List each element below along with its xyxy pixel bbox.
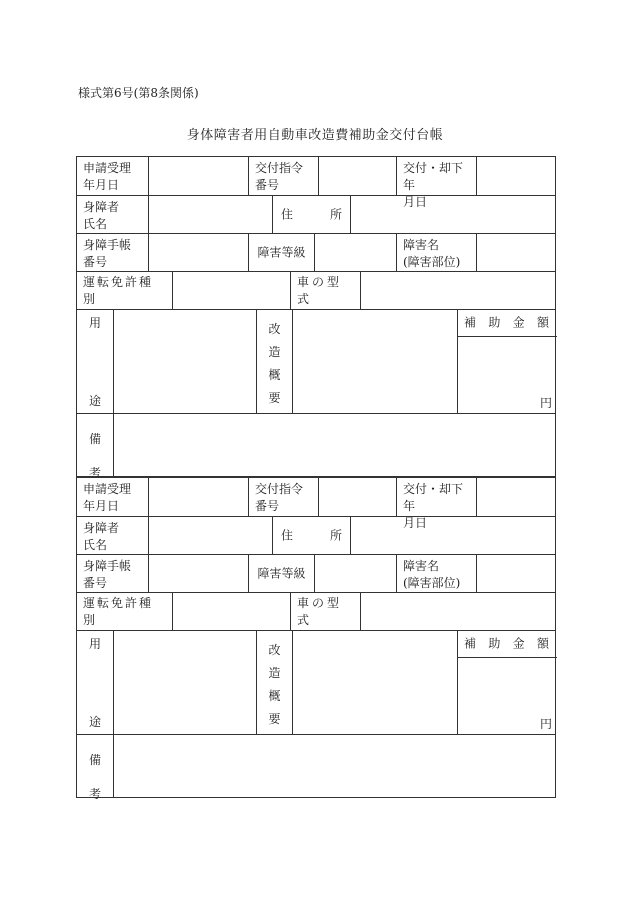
remarks-field[interactable] <box>113 414 557 476</box>
char: 害 <box>415 559 428 573</box>
label-disability-name <box>396 234 476 271</box>
name-field[interactable] <box>148 517 272 554</box>
label-purpose <box>77 631 113 734</box>
label-subsidy-amount <box>458 631 557 658</box>
grant-number-field[interactable] <box>318 157 396 195</box>
application-date-label-1: 申請受理 <box>83 482 132 496</box>
remarks-field[interactable] <box>113 735 557 797</box>
grant-number-label-1: 交付指令 <box>255 161 304 175</box>
char: 障 <box>403 238 416 252</box>
char: 補 <box>464 315 477 330</box>
char: 障 <box>95 521 108 535</box>
purpose-field[interactable] <box>113 310 256 413</box>
char: 備 <box>88 753 101 767</box>
char: 助 <box>488 636 501 651</box>
row-name-address <box>76 195 556 233</box>
char: 名 <box>95 538 108 552</box>
purpose-char-2: 途 <box>88 394 101 408</box>
application-date-field[interactable] <box>148 478 248 516</box>
label-address <box>272 196 350 233</box>
day-label: 日 <box>415 516 428 530</box>
disability-name-field[interactable] <box>476 234 557 271</box>
ban-label: 番 <box>255 499 268 513</box>
char: 者 <box>107 200 120 214</box>
label-purpose <box>77 310 113 413</box>
row-remarks <box>76 413 556 480</box>
page-title: 身体障害者用自動車改造費補助金交付台帳 <box>186 128 444 143</box>
car-model-label: 車の型式 <box>297 595 343 627</box>
char: 名 <box>95 217 108 231</box>
subsidy-amount-cell[interactable] <box>457 310 557 413</box>
char: 者 <box>107 521 120 535</box>
disability-grade-field[interactable] <box>314 555 396 592</box>
char: 身 <box>83 200 96 214</box>
label-disability-name <box>396 555 476 592</box>
yen-unit: 円 <box>539 396 552 410</box>
month-label: 月 <box>403 516 416 530</box>
label-subsidy-amount <box>458 310 557 337</box>
car-model-field[interactable] <box>360 593 557 630</box>
char: 障 <box>403 559 416 573</box>
label-license-type <box>77 272 172 309</box>
char: 要 <box>268 391 281 405</box>
row-handbook <box>76 233 556 271</box>
year-label: 年 <box>83 499 96 513</box>
char: 考 <box>88 787 101 801</box>
label-address <box>272 517 350 554</box>
yen-unit: 円 <box>539 717 552 731</box>
row-remarks <box>76 734 556 801</box>
day-label: 日 <box>415 195 428 209</box>
disability-grade-field[interactable] <box>314 234 396 271</box>
label-decision-date <box>396 478 476 530</box>
row-handbook <box>76 554 556 592</box>
label-disability-grade <box>248 555 314 592</box>
char: 氏 <box>83 217 96 231</box>
purpose-char-2: 途 <box>88 715 101 729</box>
decision-date-field[interactable] <box>476 157 557 195</box>
disability-part-label: (障害部位) <box>403 576 461 590</box>
car-model-label: 車の型式 <box>297 274 343 306</box>
car-model-field[interactable] <box>360 272 557 309</box>
label-name <box>77 196 148 233</box>
char: 住 <box>281 207 294 221</box>
label-handbook-number <box>77 234 148 271</box>
month-label: 月 <box>95 499 108 513</box>
ban-label: 番 <box>255 178 268 192</box>
char: 所 <box>329 528 342 542</box>
char: 補 <box>464 636 477 651</box>
char: 金 <box>512 636 525 651</box>
day-label: 日 <box>107 178 120 192</box>
char: 号 <box>95 255 108 269</box>
disability-grade-label: 障害等級 <box>257 566 306 580</box>
day-label: 日 <box>107 499 120 513</box>
char: 名 <box>427 238 440 252</box>
char: 考 <box>88 466 101 480</box>
label-license-type <box>77 593 172 630</box>
modification-summary-field[interactable] <box>292 631 457 734</box>
char: 害 <box>415 238 428 252</box>
address-field[interactable] <box>350 196 557 233</box>
disability-grade-label: 障害等級 <box>257 245 306 259</box>
go-label: 号 <box>267 178 280 192</box>
license-type-label: 運転免許種別 <box>83 595 154 627</box>
license-type-field[interactable] <box>172 272 290 309</box>
address-field[interactable] <box>350 517 557 554</box>
month-label: 月 <box>95 178 108 192</box>
row-dates <box>76 156 556 209</box>
char: 名 <box>427 559 440 573</box>
label-modification-summary <box>256 310 292 413</box>
row-purpose <box>76 630 556 734</box>
row-name-address <box>76 516 556 554</box>
row-dates <box>76 477 556 530</box>
label-car-model <box>290 593 360 630</box>
handbook-label-1: 身障手帳 <box>83 238 132 252</box>
label-remarks <box>77 414 113 480</box>
char: 番 <box>83 576 96 590</box>
char: 造 <box>268 345 281 359</box>
char: 助 <box>488 315 501 330</box>
label-application-date <box>77 157 148 195</box>
label-application-date <box>77 478 148 516</box>
char: 番 <box>83 255 96 269</box>
ledger-block-2 <box>76 477 556 801</box>
go-label: 号 <box>267 499 280 513</box>
grant-number-field[interactable] <box>318 478 396 516</box>
char: 障 <box>95 200 108 214</box>
char: 改 <box>268 322 281 336</box>
grant-number-label-1: 交付指令 <box>255 482 304 496</box>
purpose-char-1: 用 <box>88 316 101 330</box>
char: 概 <box>268 689 281 703</box>
label-car-model <box>290 272 360 309</box>
license-type-field[interactable] <box>172 593 290 630</box>
name-field[interactable] <box>148 196 272 233</box>
char: 概 <box>268 368 281 382</box>
label-disability-grade <box>248 234 314 271</box>
disability-part-label: (障害部位) <box>403 255 461 269</box>
modification-summary-field[interactable] <box>292 310 457 413</box>
char: 改 <box>268 643 281 657</box>
application-date-label-1: 申請受理 <box>83 161 132 175</box>
label-remarks <box>77 735 113 801</box>
char: 額 <box>536 636 549 651</box>
application-date-field[interactable] <box>148 157 248 195</box>
char: 身 <box>83 521 96 535</box>
subsidy-amount-cell[interactable] <box>457 631 557 734</box>
label-decision-date <box>396 157 476 209</box>
handbook-number-field[interactable] <box>148 234 248 271</box>
char: 所 <box>329 207 342 221</box>
decision-date-label-1: 交付・却下年 <box>403 161 464 192</box>
label-handbook-number <box>77 555 148 592</box>
char: 金 <box>512 315 525 330</box>
label-name <box>77 517 148 554</box>
ledger-block-1 <box>76 156 556 480</box>
year-label: 年 <box>83 178 96 192</box>
char: 備 <box>88 432 101 446</box>
char: 額 <box>536 315 549 330</box>
purpose-char-1: 用 <box>88 637 101 651</box>
char: 住 <box>281 528 294 542</box>
label-grant-number <box>248 157 318 195</box>
decision-date-label-1: 交付・却下年 <box>403 482 464 513</box>
char: 要 <box>268 712 281 726</box>
label-modification-summary <box>256 631 292 734</box>
char: 氏 <box>83 538 96 552</box>
month-label: 月 <box>403 195 416 209</box>
label-grant-number <box>248 478 318 516</box>
license-type-label: 運転免許種別 <box>83 274 154 306</box>
char: 号 <box>95 576 108 590</box>
purpose-field[interactable] <box>113 631 256 734</box>
disability-name-field[interactable] <box>476 555 557 592</box>
decision-date-field[interactable] <box>476 478 557 516</box>
form-number: 様式第6号(第8条関係) <box>78 86 199 100</box>
handbook-label-1: 身障手帳 <box>83 559 132 573</box>
char: 造 <box>268 666 281 680</box>
row-license <box>76 271 556 309</box>
handbook-number-field[interactable] <box>148 555 248 592</box>
row-license <box>76 592 556 630</box>
row-purpose <box>76 309 556 413</box>
